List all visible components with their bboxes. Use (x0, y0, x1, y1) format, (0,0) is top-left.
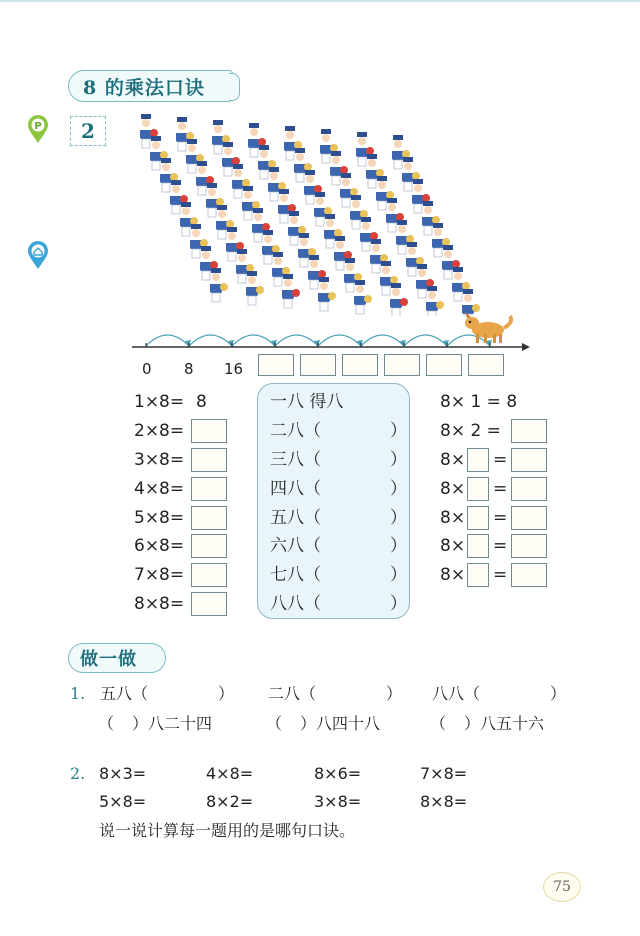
band-member-figure (246, 271, 264, 305)
equation-expr: 8× (440, 508, 466, 528)
number-line-answer-box[interactable] (384, 354, 420, 376)
q2-instruction: 说一说计算每一题用的是哪句口诀。 (99, 821, 356, 840)
factor-box[interactable] (467, 477, 489, 501)
band-member-figure (210, 268, 228, 302)
equation-expr: 8× (440, 565, 466, 585)
answer-box[interactable] (191, 419, 227, 443)
equation-expr: 7×8= (134, 565, 185, 585)
answer-box[interactable] (511, 506, 547, 530)
factor-box[interactable] (467, 506, 489, 530)
answer-box[interactable] (191, 448, 227, 472)
equation-expr: 8× (440, 536, 466, 556)
number-line-jump-arc (404, 335, 447, 346)
answer-box[interactable] (191, 592, 227, 616)
q2-expression: 4×8= (206, 764, 254, 783)
q1-blank-open: （ (430, 714, 447, 733)
number-line-jump-arc (318, 335, 361, 346)
house-pin-icon[interactable] (26, 240, 50, 270)
koujue-close-paren: ） (390, 450, 407, 470)
factor-box[interactable] (467, 534, 489, 558)
equals-sign: = (493, 565, 508, 585)
q1-blank-text: ）八二十四 (132, 714, 213, 733)
equation-expr: 8× 1 = 8 (440, 392, 518, 412)
koujue-close-paren: ） (390, 508, 407, 528)
equation-expr: 8×8= (134, 594, 185, 614)
equation-expr: 3×8= (134, 450, 185, 470)
number-line-answer-box[interactable] (258, 354, 294, 376)
answer-box[interactable] (191, 534, 227, 558)
number-line-jump-arc (275, 335, 318, 346)
band-member-figure (426, 286, 444, 316)
question-number: 2. (70, 764, 86, 783)
page-number: 75 (543, 872, 581, 902)
number-line-answer-box[interactable] (426, 354, 462, 376)
answer-box[interactable] (191, 506, 227, 530)
koujue-close-paren: ） (390, 594, 407, 614)
q1-blank-text: ）八五十六 (464, 714, 545, 733)
answer-box[interactable] (511, 477, 547, 501)
band-member-figure (354, 280, 372, 314)
marching-band-illustration (128, 106, 498, 316)
equals-sign: = (493, 479, 508, 499)
equation-expr: 4×8= (134, 479, 185, 499)
number-line-jump-arc (361, 335, 404, 346)
equation-expr: 8× (440, 479, 466, 499)
number-line-jump-arc (146, 335, 189, 346)
q1-blank-open: （ (98, 714, 115, 733)
q2-expression: 7×8= (420, 764, 468, 783)
answer-box[interactable] (511, 534, 547, 558)
q2-expression: 8×3= (99, 764, 147, 783)
q1-blank-close: ） (550, 684, 567, 703)
koujue-close-paren: ） (390, 536, 407, 556)
equals-sign: = (493, 536, 508, 556)
q1-blank-text: 五八（ (100, 684, 149, 703)
dog-illustration (460, 306, 516, 346)
koujue-line: 一八 得八 (270, 392, 344, 412)
q2-expression: 8×8= (420, 792, 468, 811)
equation-expr: 1×8= (134, 392, 185, 412)
q2-expression: 5×8= (99, 792, 147, 811)
equation-expr: 8× 2 = (440, 421, 501, 441)
number-line-label-0: 0 (142, 360, 152, 378)
number-line-label-16: 16 (224, 360, 244, 378)
equals-sign: = (493, 508, 508, 528)
q1-blank-open: （ (266, 714, 283, 733)
koujue-line: 六八（ (270, 536, 321, 556)
number-line-answer-box[interactable] (342, 354, 378, 376)
answer-box[interactable] (511, 563, 547, 587)
koujue-line: 七八（ (270, 565, 321, 585)
q1-blank-text: ）八四十八 (300, 714, 381, 733)
exercise-label: 做一做 (68, 643, 166, 673)
band-member-figure (318, 277, 336, 311)
top-border (0, 0, 640, 2)
q1-blank-close: ） (386, 684, 403, 703)
p-pin-icon[interactable] (26, 114, 50, 144)
answer-box[interactable] (511, 419, 547, 443)
band-member-figure (282, 274, 300, 308)
koujue-line: 四八（ (270, 479, 321, 499)
factor-box[interactable] (467, 563, 489, 587)
q2-expression: 8×2= (206, 792, 254, 811)
equation-answer: 8 (196, 392, 207, 412)
answer-box[interactable] (191, 563, 227, 587)
q1-blank-text: 八八（ (432, 684, 481, 703)
band-member-figure (390, 283, 408, 316)
lesson-title: 8 的乘法口诀 (68, 70, 233, 102)
koujue-close-paren: ） (390, 565, 407, 585)
q1-blank-close: ） (218, 684, 235, 703)
equation-expr: 5×8= (134, 508, 185, 528)
number-line-jump-arc (189, 335, 232, 346)
q2-expression: 8×6= (314, 764, 362, 783)
number-line-label-8: 8 (184, 360, 194, 378)
equals-sign: = (493, 450, 508, 470)
number-line-answer-box[interactable] (468, 354, 504, 376)
example-number: 2 (70, 116, 106, 146)
answer-box[interactable] (511, 448, 547, 472)
number-line-jump-arc (232, 335, 275, 346)
equation-expr: 2×8= (134, 421, 185, 441)
koujue-line: 二八（ (270, 421, 321, 441)
koujue-line: 五八（ (270, 508, 321, 528)
equation-expr: 6×8= (134, 536, 185, 556)
svg-text:P: P (34, 121, 42, 132)
koujue-line: 三八（ (270, 450, 321, 470)
koujue-line: 八八（ (270, 594, 321, 614)
answer-box[interactable] (191, 477, 227, 501)
koujue-close-paren: ） (390, 479, 407, 499)
q1-blank-text: 二八（ (268, 684, 317, 703)
q2-expression: 3×8= (314, 792, 362, 811)
koujue-close-paren: ） (390, 421, 407, 441)
question-number: 1. (70, 684, 86, 703)
equation-expr: 8× (440, 450, 466, 470)
factor-box[interactable] (467, 448, 489, 472)
number-line-answer-box[interactable] (300, 354, 336, 376)
